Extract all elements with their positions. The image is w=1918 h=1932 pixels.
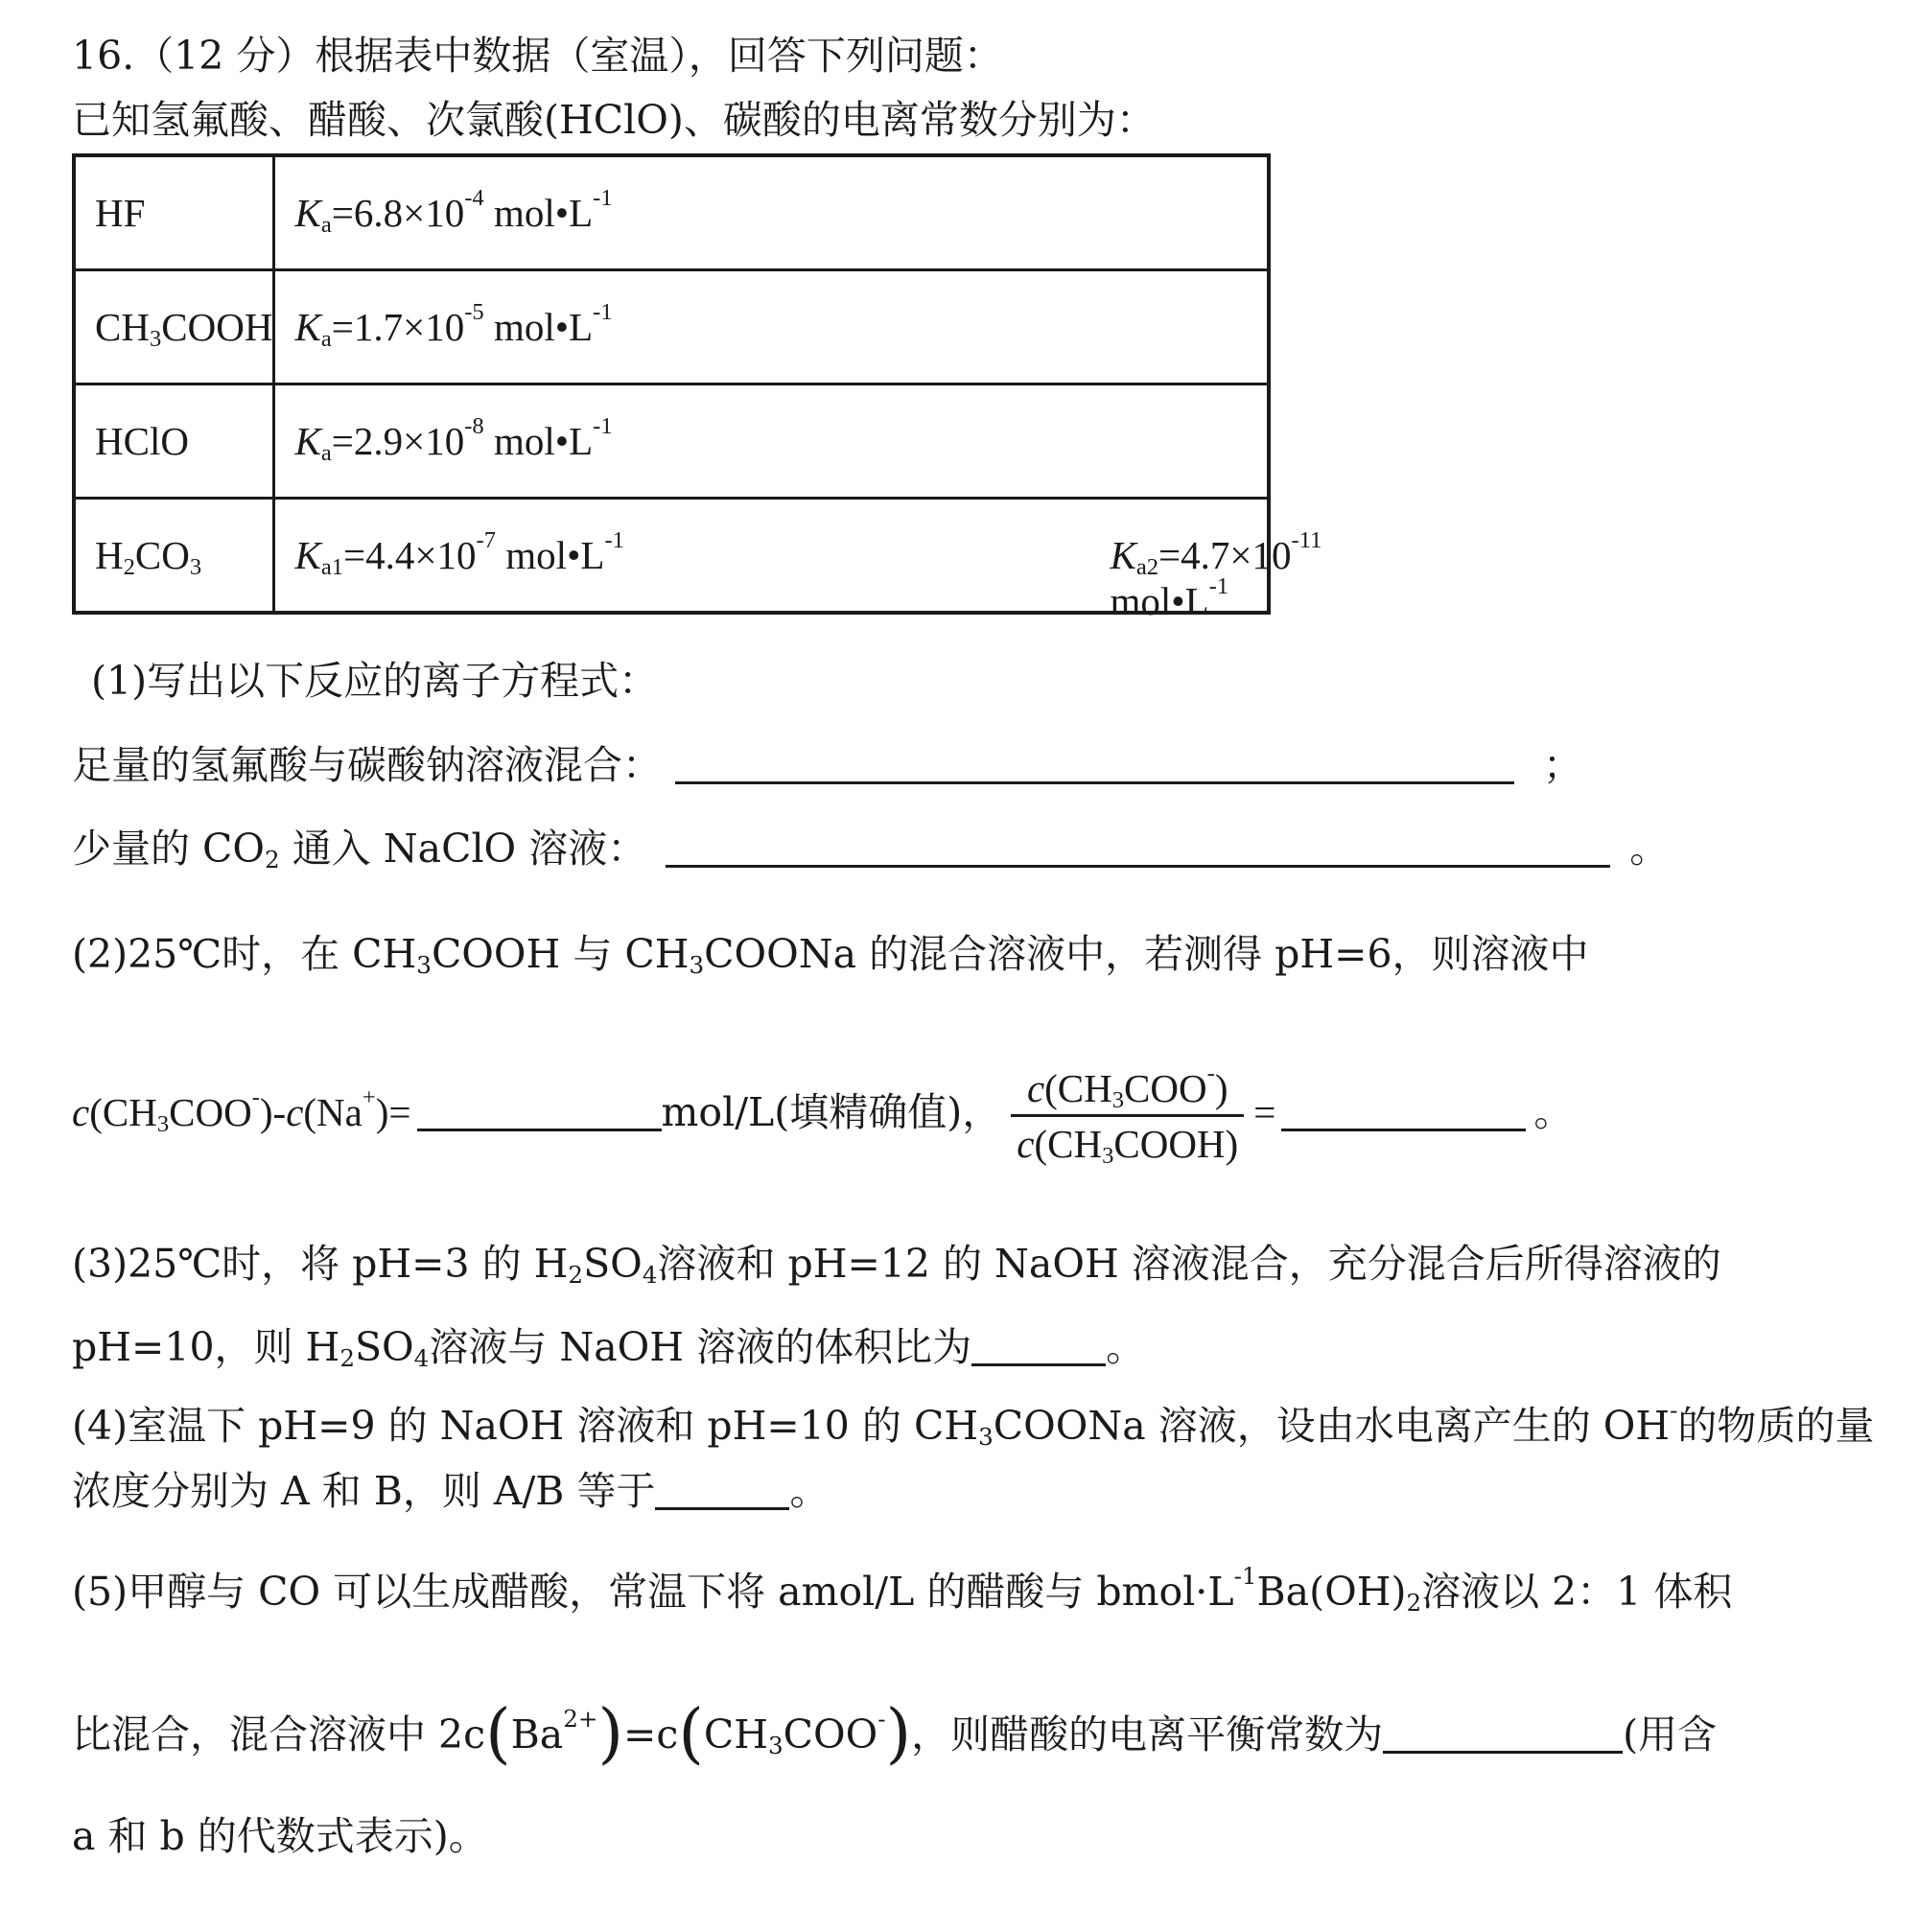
answer-blank[interactable]: [666, 865, 1610, 868]
part2-line2: $c(CH_3COO^-)-c(Na^+)= mol/L$(填精确值)， $\frac{c(CH_3COO^-)}{c(CH_3COOH)}$ = 。: [72, 1059, 1574, 1170]
part5-line1: (5)甲醇与 CO 可以生成醋酸，常温下将 amol/L 的醋酸与 $bmol\cdot L^{-1}Ba(OH)_2$溶液以 2：1 体积: [72, 1561, 1733, 1618]
table-row: [74, 499, 1269, 614]
ka2-value: $K_{a2}=4.7\times 10^{-11}$ $mol•L^{-1}$: [1110, 526, 1322, 623]
answer-blank[interactable]: [675, 781, 1514, 784]
acid-name: HF: [74, 155, 274, 270]
part1-line-b: 少量的 $CO_2$ 通入 NaClO 溶液： 。: [72, 826, 1670, 874]
acid-name: $H_2CO_3$: [74, 499, 274, 614]
acid-name: $CH_3COOH$: [74, 270, 274, 384]
part3-line2: pH=10，则 $H_2SO_4$溶液与 NaOH 溶液的体积比为 。: [72, 1324, 1146, 1373]
ka-cell: [274, 499, 1322, 623]
ka-table: [72, 153, 1322, 623]
ka-cell: $K_a=6.8\times 10^{-4}$ $mol•L^{-1}$: [274, 155, 1269, 270]
table-row: [74, 384, 1269, 499]
answer-blank[interactable]: [417, 1129, 662, 1131]
ka-cell: $K_a=2.9\times 10^{-8}$ $mol•L^{-1}$: [274, 384, 1269, 499]
part1-title: (1)写出以下反应的离子方程式：: [91, 658, 659, 704]
ka1-value: $K_{a1}=4.4\times 10^{-7}$ $mol•L^{-1}$: [294, 526, 624, 581]
part4-line2: 浓度分别为 A 和 B，则 A/B 等于 。: [72, 1468, 830, 1514]
part1-line-a: 足量的氢氟酸与碳酸钠溶液混合： ；: [72, 742, 1582, 788]
question-intro: 已知氢氟酸、醋酸、次氯酸(HClO)、碳酸的电离常数分别为：: [72, 97, 1156, 143]
answer-blank[interactable]: [971, 1363, 1106, 1366]
acid-name: HClO: [74, 384, 274, 499]
question-header: 16.（12 分）根据表中数据（室温），回答下列问题：: [72, 33, 1003, 79]
table-row: [74, 270, 1269, 384]
table-row: [74, 155, 1269, 270]
part3-line1: (3)25℃时，将 pH=3 的 $H_2SO_4$溶液和 pH=12 的 NaOH 溶液混合，充分混合后所得溶液的: [72, 1241, 1721, 1290]
answer-blank[interactable]: [1383, 1751, 1623, 1754]
answer-blank[interactable]: [655, 1507, 789, 1510]
part5-line2: 比混合，混合溶液中 $2c(Ba^{2+})=c(CH_3COO^-)$，则醋酸的电离平衡常数为 (用含: [72, 1696, 1718, 1772]
part5-line3: a 和 b 的代数式表示)。: [72, 1813, 488, 1859]
ratio-fraction: $\frac{c(CH_3COO^-)}{c(CH_3COOH)}$: [1011, 1069, 1244, 1164]
answer-blank[interactable]: [1281, 1129, 1526, 1131]
ka-cell: $K_a=1.7\times 10^{-5}$ $mol•L^{-1}$: [274, 270, 1269, 384]
part2-line1: (2)25℃时，在 $CH_3COOH$ 与 $CH_3COONa$ 的混合溶液中，若测得 pH=6，则溶液中: [72, 931, 1589, 980]
part4-line1: (4)室温下 pH=9 的 NaOH 溶液和 pH=10 的 $CH_3COONa$ 溶液，设由水电离产生的 OH-的物质的量: [72, 1395, 1875, 1452]
